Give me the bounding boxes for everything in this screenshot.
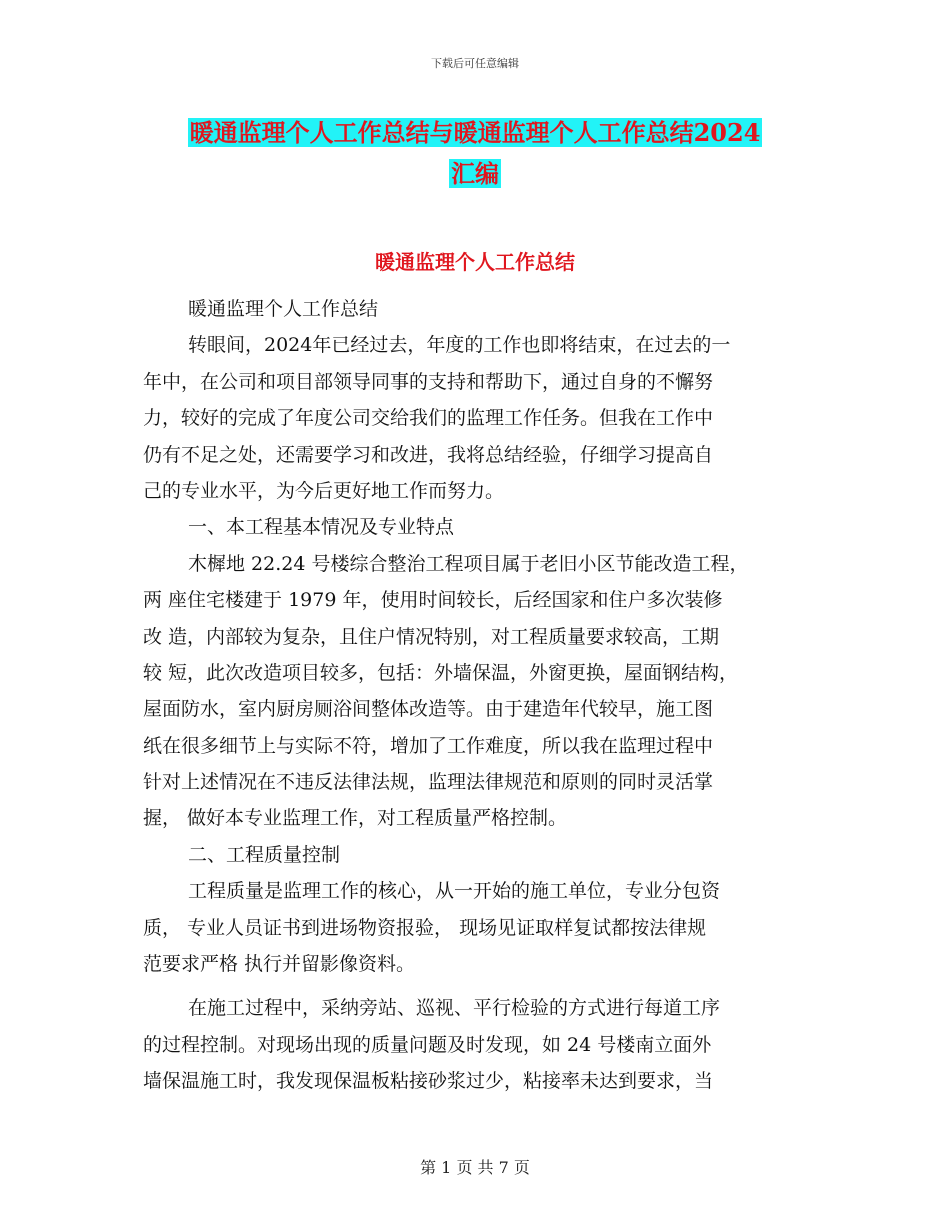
text-line: 较 短，此次改造项目较多，包括：外墙保温，外窗更换，屋面钢结构， xyxy=(143,661,739,684)
text-line: 一、本工程基本情况及专业特点 xyxy=(188,516,455,539)
text-line: 范要求严格 执行并留影像资料。 xyxy=(143,953,416,976)
text-line: 工程质量是监理工作的核心，从一开始的施工单位，专业分包资 xyxy=(188,880,721,903)
text-line: 纸在很多细节上与实际不符，增加了工作难度，所以我在监理过程中 xyxy=(143,734,714,757)
text-line: 力，较好的完成了年度公司交给我们的监理工作任务。但我在工作中 xyxy=(143,407,714,430)
text-line: 握， 做好本专业监理工作，对工程质量严格控制。 xyxy=(143,807,568,830)
text-line: 木樨地 22.24 号楼综合整治工程项目属于老旧小区节能改造工程， xyxy=(188,552,749,575)
body-text xyxy=(143,291,811,1100)
text-line: 己的专业水平，为今后更好地工作而努力。 xyxy=(143,479,505,502)
text-line: 的过程控制。对现场出现的质量问题及时发现，如 24 号楼南立面外 xyxy=(143,1033,712,1056)
text-line: 两 座住宅楼建于 1979 年，使用时间较长，后经国家和住户多次装修 xyxy=(143,589,723,612)
text-line: 在施工过程中，采纳旁站、巡视、平行检验的方式进行每道工序 xyxy=(188,997,721,1020)
text-line: 暖通监理个人工作总结 xyxy=(188,298,379,320)
page-footer: 第 1 页 共 7 页 xyxy=(420,1158,530,1177)
text-line: 改 造，内部较为复杂，且住户情况特别，对工程质量要求较高，工期 xyxy=(143,625,720,648)
text-line: 质， 专业人员证书到进场物资报验， 现场见证取样复试都按法律规 xyxy=(143,916,707,939)
document-title-line-1: 暖通监理个人工作总结与暖通监理个人工作总结2024 xyxy=(189,118,761,147)
text-line: 针对上述情况在不违反法律法规，监理法律规范和原则的同时灵活掌 xyxy=(143,771,714,794)
section-title: 暖通监理个人工作总结 xyxy=(375,250,575,274)
text-line: 年中，在公司和项目部领导同事的支持和帮助下，通过自身的不懈努 xyxy=(143,370,714,393)
header-note: 下载后可任意编辑 xyxy=(431,57,519,70)
text-line: 转眼间，2024年已经过去，年度的工作也即将结束，在过去的一 xyxy=(188,334,731,357)
text-line: 墙保温施工时，我发现保温板粘接砂浆过少，粘接率未达到要求，当 xyxy=(143,1070,714,1093)
text-line: 屋面防水，室内厨房厕浴间整体改造等。由于建造年代较早，施工图 xyxy=(143,698,714,721)
document-title-line-2: 汇编 xyxy=(451,159,499,188)
text-line: 二、工程质量控制 xyxy=(188,843,341,866)
text-line: 仍有不足之处，还需要学习和改进，我将总结经验，仔细学习提高自 xyxy=(143,443,714,466)
